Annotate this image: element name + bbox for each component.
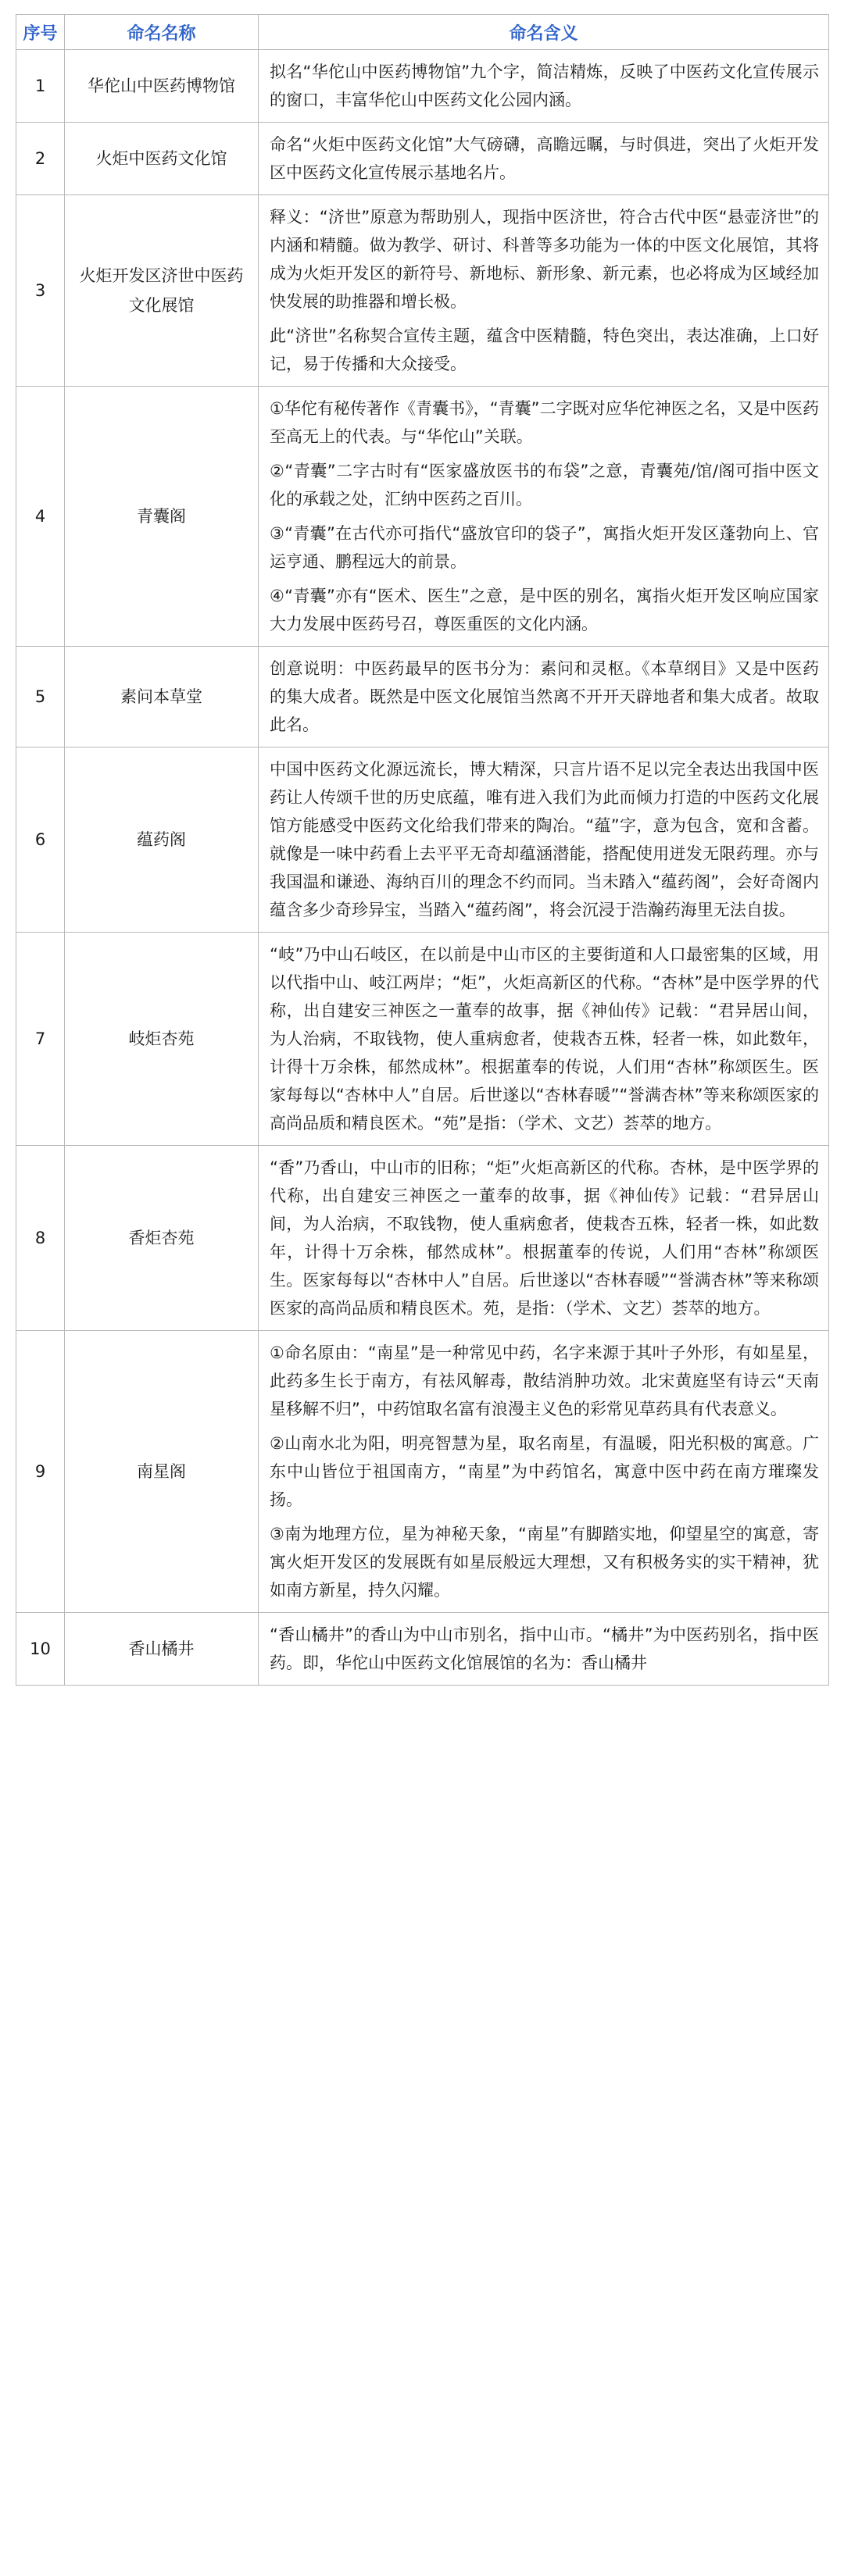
row-name: 素问本草堂 bbox=[65, 647, 259, 747]
row-number: 7 bbox=[16, 933, 65, 1146]
row-name: 火炬中医药文化馆 bbox=[65, 123, 259, 195]
row-number: 8 bbox=[16, 1146, 65, 1331]
row-name: 青囊阁 bbox=[65, 387, 259, 647]
table-row bbox=[16, 647, 829, 747]
header-meaning: 命名含义 bbox=[259, 15, 829, 50]
row-meaning bbox=[259, 933, 829, 1146]
row-meaning bbox=[259, 123, 829, 195]
row-meaning bbox=[259, 195, 829, 387]
meaning-paragraph: ②“青囊”二字古时有“医家盛放医书的布袋”之意，青囊苑/馆/阁可指中医文化的承载之处，汇纳中医药之百川。 bbox=[270, 462, 819, 508]
row-meaning bbox=[259, 1331, 829, 1613]
row-name: 岐炬杏苑 bbox=[65, 933, 259, 1146]
meaning-paragraph: ①华佗有秘传著作《青囊书》，“青囊”二字既对应华佗神医之名，又是中医药至高无上的代表。与“华佗山”关联。 bbox=[270, 399, 819, 446]
row-name: 香山橘井 bbox=[65, 1613, 259, 1686]
meaning-paragraph: “岐”乃中山石岐区，在以前是中山市区的主要街道和人口最密集的区域，用以代指中山、岐江两岸；“炬”，火炬高新区的代称。“杏林”是中医学界的代称，出自建安三神医之一董奉的故事，据《神仙传》记载：“君异居山间，为人治病，不取钱物，使人重病愈者，使栽杏五株，轻者一株，如此数年，计得十万余株，郁然成林”。根据董奉的传说，人们用“杏林”称颂医生。医家每每以“杏林中人”自居。后世遂以“杏林春暖”“誉满杏林”等来称颂医家的高尚品质和精良医术。“苑”是指：（学术、文艺）荟萃的地方。 bbox=[270, 945, 819, 1133]
header-name: 命名名称 bbox=[65, 15, 259, 50]
meaning-paragraph: ①命名原由：“南星”是一种常见中药，名字来源于其叶子外形，有如星星，此药多生长于南方，有祛风解毒，散结消肿功效。北宋黄庭坚有诗云“天南星移解不归”，中药馆取名富有浪漫主义色的彩常见草药具有代表意义。 bbox=[270, 1343, 819, 1418]
meaning-paragraph: ③南为地理方位，星为神秘天象，“南星”有脚踏实地，仰望星空的寓意，寄寓火炬开发区的发展既有如星辰般远大理想，又有积极务实的实干精神，犹如南方新星，持久闪耀。 bbox=[270, 1525, 819, 1600]
row-name: 火炬开发区济世中医药文化展馆 bbox=[65, 195, 259, 387]
row-number: 10 bbox=[16, 1613, 65, 1686]
meaning-paragraph: 释义：“济世”原意为帮助别人，现指中医济世，符合古代中医“悬壶济世”的内涵和精髓。做为教学、研讨、科普等多功能为一体的中医文化展馆，其将成为火炬开发区的新符号、新地标、新形象、新元素，也必将成为区域经加快发展的助推器和增长极。 bbox=[270, 208, 819, 311]
table-row bbox=[16, 1613, 829, 1686]
row-meaning bbox=[259, 1146, 829, 1331]
table-row bbox=[16, 747, 829, 933]
table-row bbox=[16, 387, 829, 647]
row-name: 香炬杏苑 bbox=[65, 1146, 259, 1331]
row-name: 南星阁 bbox=[65, 1331, 259, 1613]
naming-table-container bbox=[16, 14, 828, 1686]
table-row bbox=[16, 1146, 829, 1331]
row-number: 2 bbox=[16, 123, 65, 195]
meaning-paragraph: “香山橘井”的香山为中山市别名，指中山市。“橘井”为中医药别名，指中医药。即，华佗山中医药文化馆展馆的名为：香山橘井 bbox=[270, 1625, 819, 1672]
row-number: 4 bbox=[16, 387, 65, 647]
row-number: 6 bbox=[16, 747, 65, 933]
meaning-paragraph: 创意说明：中医药最早的医书分为：素问和灵枢。《本草纲目》又是中医药的集大成者。既然是中医文化展馆当然离不开开天辟地者和集大成者。故取此名。 bbox=[270, 659, 819, 734]
meaning-paragraph: 拟名“华佗山中医药博物馆”九个字，简洁精炼，反映了中医药文化宣传展示的窗口，丰富华佗山中医药文化公园内涵。 bbox=[270, 62, 819, 109]
table-row bbox=[16, 933, 829, 1146]
row-number: 5 bbox=[16, 647, 65, 747]
table-row bbox=[16, 50, 829, 123]
row-name: 蕴药阁 bbox=[65, 747, 259, 933]
row-number: 3 bbox=[16, 195, 65, 387]
naming-table bbox=[16, 14, 829, 1686]
table-row bbox=[16, 123, 829, 195]
table-row bbox=[16, 195, 829, 387]
row-meaning bbox=[259, 1613, 829, 1686]
row-number: 9 bbox=[16, 1331, 65, 1613]
header-number: 序号 bbox=[16, 15, 65, 50]
meaning-paragraph: ②山南水北为阳，明亮智慧为星，取名南星，有温暖，阳光积极的寓意。广东中山皆位于祖国南方，“南星”为中药馆名，寓意中医中药在南方璀璨发扬。 bbox=[270, 1434, 819, 1509]
row-number: 1 bbox=[16, 50, 65, 123]
table-header-row bbox=[16, 15, 829, 50]
row-meaning bbox=[259, 747, 829, 933]
meaning-paragraph: 中国中医药文化源远流长，博大精深，只言片语不足以完全表达出我国中医药让人传颂千世的历史底蕴，唯有进入我们为此而倾力打造的中医药文化展馆方能感受中医药文化给我们带来的陶冶。“蕴”字，意为包含，宽和含蓄。就像是一味中药看上去平平无奇却蕴涵潜能，搭配使用迸发无限药理。亦与我国温和谦逊、海纳百川的理念不约而同。当未踏入“蕴药阁”，会好奇阁内蕴含多少奇珍异宝，当踏入“蕴药阁”，将会沉浸于浩瀚药海里无法自拔。 bbox=[270, 760, 819, 919]
meaning-paragraph: “香”乃香山，中山市的旧称；“炬”火炬高新区的代称。杏林，是中医学界的代称，出自建安三神医之一董奉的故事，据《神仙传》记载：“君异居山间，为人治病，不取钱物，使人重病愈者，使栽杏五株，轻者一株，如此数年，计得十万余株，郁然成林”。根据董奉的传说，人们用“杏林”称颂医生。医家每每以“杏林中人”自居。后世遂以“杏林春暖”“誉满杏林”等来称颂医家的高尚品质和精良医术。苑，是指：（学术、文艺）荟萃的地方。 bbox=[270, 1158, 819, 1318]
meaning-paragraph: ③“青囊”在古代亦可指代“盛放官印的袋子”，寓指火炬开发区蓬勃向上、官运亨通、鹏程远大的前景。 bbox=[270, 524, 819, 571]
row-meaning bbox=[259, 647, 829, 747]
table-row bbox=[16, 1331, 829, 1613]
row-meaning bbox=[259, 387, 829, 647]
meaning-paragraph: 命名“火炬中医药文化馆”大气磅礴，高瞻远瞩，与时俱进，突出了火炬开发区中医药文化宣传展示基地名片。 bbox=[270, 135, 819, 182]
meaning-paragraph: 此“济世”名称契合宣传主题，蕴含中医精髓，特色突出，表达准确，上口好记，易于传播和大众接受。 bbox=[270, 326, 819, 373]
row-meaning bbox=[259, 50, 829, 123]
row-name: 华佗山中医药博物馆 bbox=[65, 50, 259, 123]
meaning-paragraph: ④“青囊”亦有“医术、医生”之意，是中医的别名，寓指火炬开发区响应国家大力发展中医药号召，尊医重医的文化内涵。 bbox=[270, 587, 819, 633]
